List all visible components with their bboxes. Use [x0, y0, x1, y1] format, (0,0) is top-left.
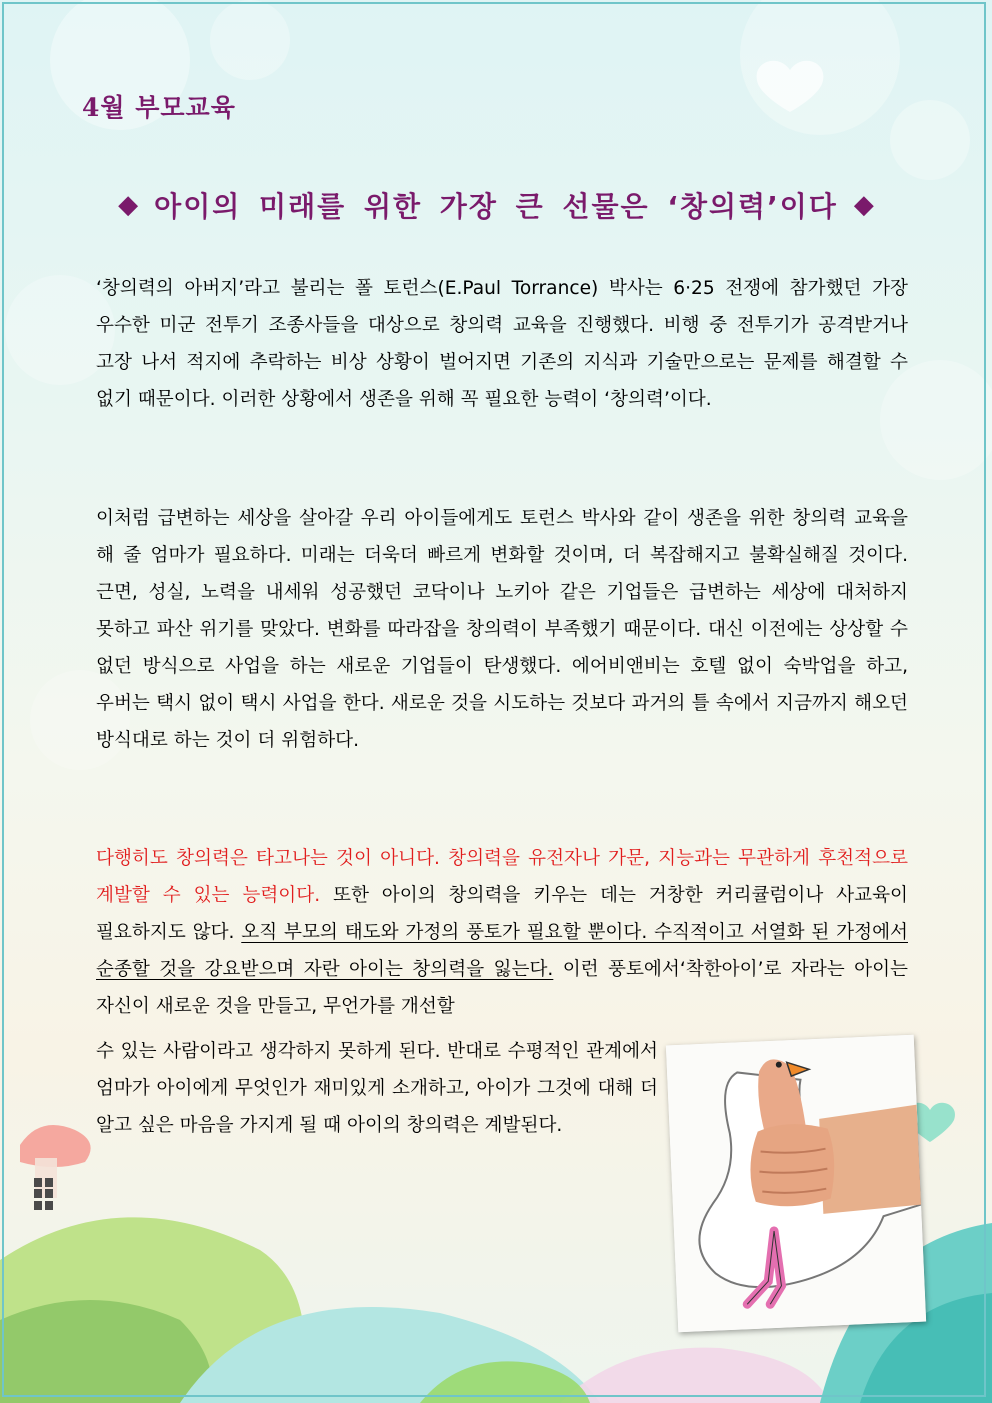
paragraph-2: 이처럼 급변하는 세상을 살아갈 우리 아이들에게도 토런스 박사와 같이 생존을 위한 창의력 교육을 해 줄 엄마가 필요하다. 미래는 더욱더 빠르게 변화할 것이며, 더 복잡해지고 불확실해질 것이다. 근면, 성실, 노력을 내세워 성공했던 코닥이나 노키아 같은 기업들은 급변하는 세상에 대처하지 못하고 파산 위기를 맞았다. 변화를 따라잡을 창의력이 부족했기 때문이다. 대신 이전에는 상상할 수 없던 방식으로 사업을 하는 새로운 기업들이 탄생했다. 에어비앤비는 호텔 없이 숙박업을 하고, 우버는 택시 없이 택시 사업을 한다. 새로운 것을 시도하는 것보다 과거의 틀 속에서 지금까지 해오던 방식대로 하는 것이 더 위험하다. [96, 508, 908, 751]
article-title [0, 180, 992, 230]
paragraph-3 [96, 840, 908, 1025]
page-heading: 4월 부모교육 [82, 93, 236, 122]
diamond-right-icon: ◆ [853, 190, 874, 220]
paragraph-3-text: 또한 아이의 창의력을 키우는 데는 거창한 커리큘럼이나 사교육이 필요하지도 않다. [96, 885, 908, 943]
paragraph-3-continued: 수 있는 사람이라고 생각하지 못하게 된다. 반대로 수평적인 관계에서 엄마가 아이에게 무엇인가 재미있게 소개하고, 아이가 그것에 대해 더 알고 싶은 마음을 가지게 될 때 아이의 창의력은 계발된다. [96, 1041, 658, 1136]
paragraph-3-text-2: 이런 풍토에서‘착한아이’로 자라는 아이는 자신이 새로운 것을 만들고, 무언가를 개선할 [96, 959, 909, 1017]
thumbs-up-bird-photo [666, 1035, 926, 1333]
emphasis-red-text: 다행히도 창의력은 타고나는 것이 아니다. 창의력을 유전자나 가문, 지능과는 무관하게 후천적으로 계발할 수 있는 능력이다. [96, 848, 908, 906]
underlined-text: 오직 부모의 태도와 가정의 풍토가 필요할 뿐이다. 수직적이고 서열화 된 가정에서 순종할 것을 강요받으며 자란 아이는 창의력을 잃는다. [96, 922, 908, 980]
grid-icon [33, 1177, 55, 1221]
paragraph-1: ‘창의력의 아버지’라고 불리는 폴 토런스(E.Paul Torrance) 박사는 6·25 전쟁에 참가했던 가장 우수한 미군 전투기 조종사들을 대상으로 창의력 교육을 진행했다. 비행 중 전투기가 공격받거나 고장 나서 적지에 추락하는 비상 상황이 벌어지면 기존의 지식과 기술만으로는 문제를 해결할 수 없기 때문이다. 이러한 상황에서 생존을 위해 꼭 필요한 능력이 ‘창의력’이다. [96, 278, 908, 410]
title-text: 아이의 미래를 위한 가장 큰 선물은 ‘창의력’이다 [154, 190, 838, 223]
diamond-left-icon: ◆ [118, 190, 139, 220]
bird-hand-illustration [666, 1035, 926, 1333]
